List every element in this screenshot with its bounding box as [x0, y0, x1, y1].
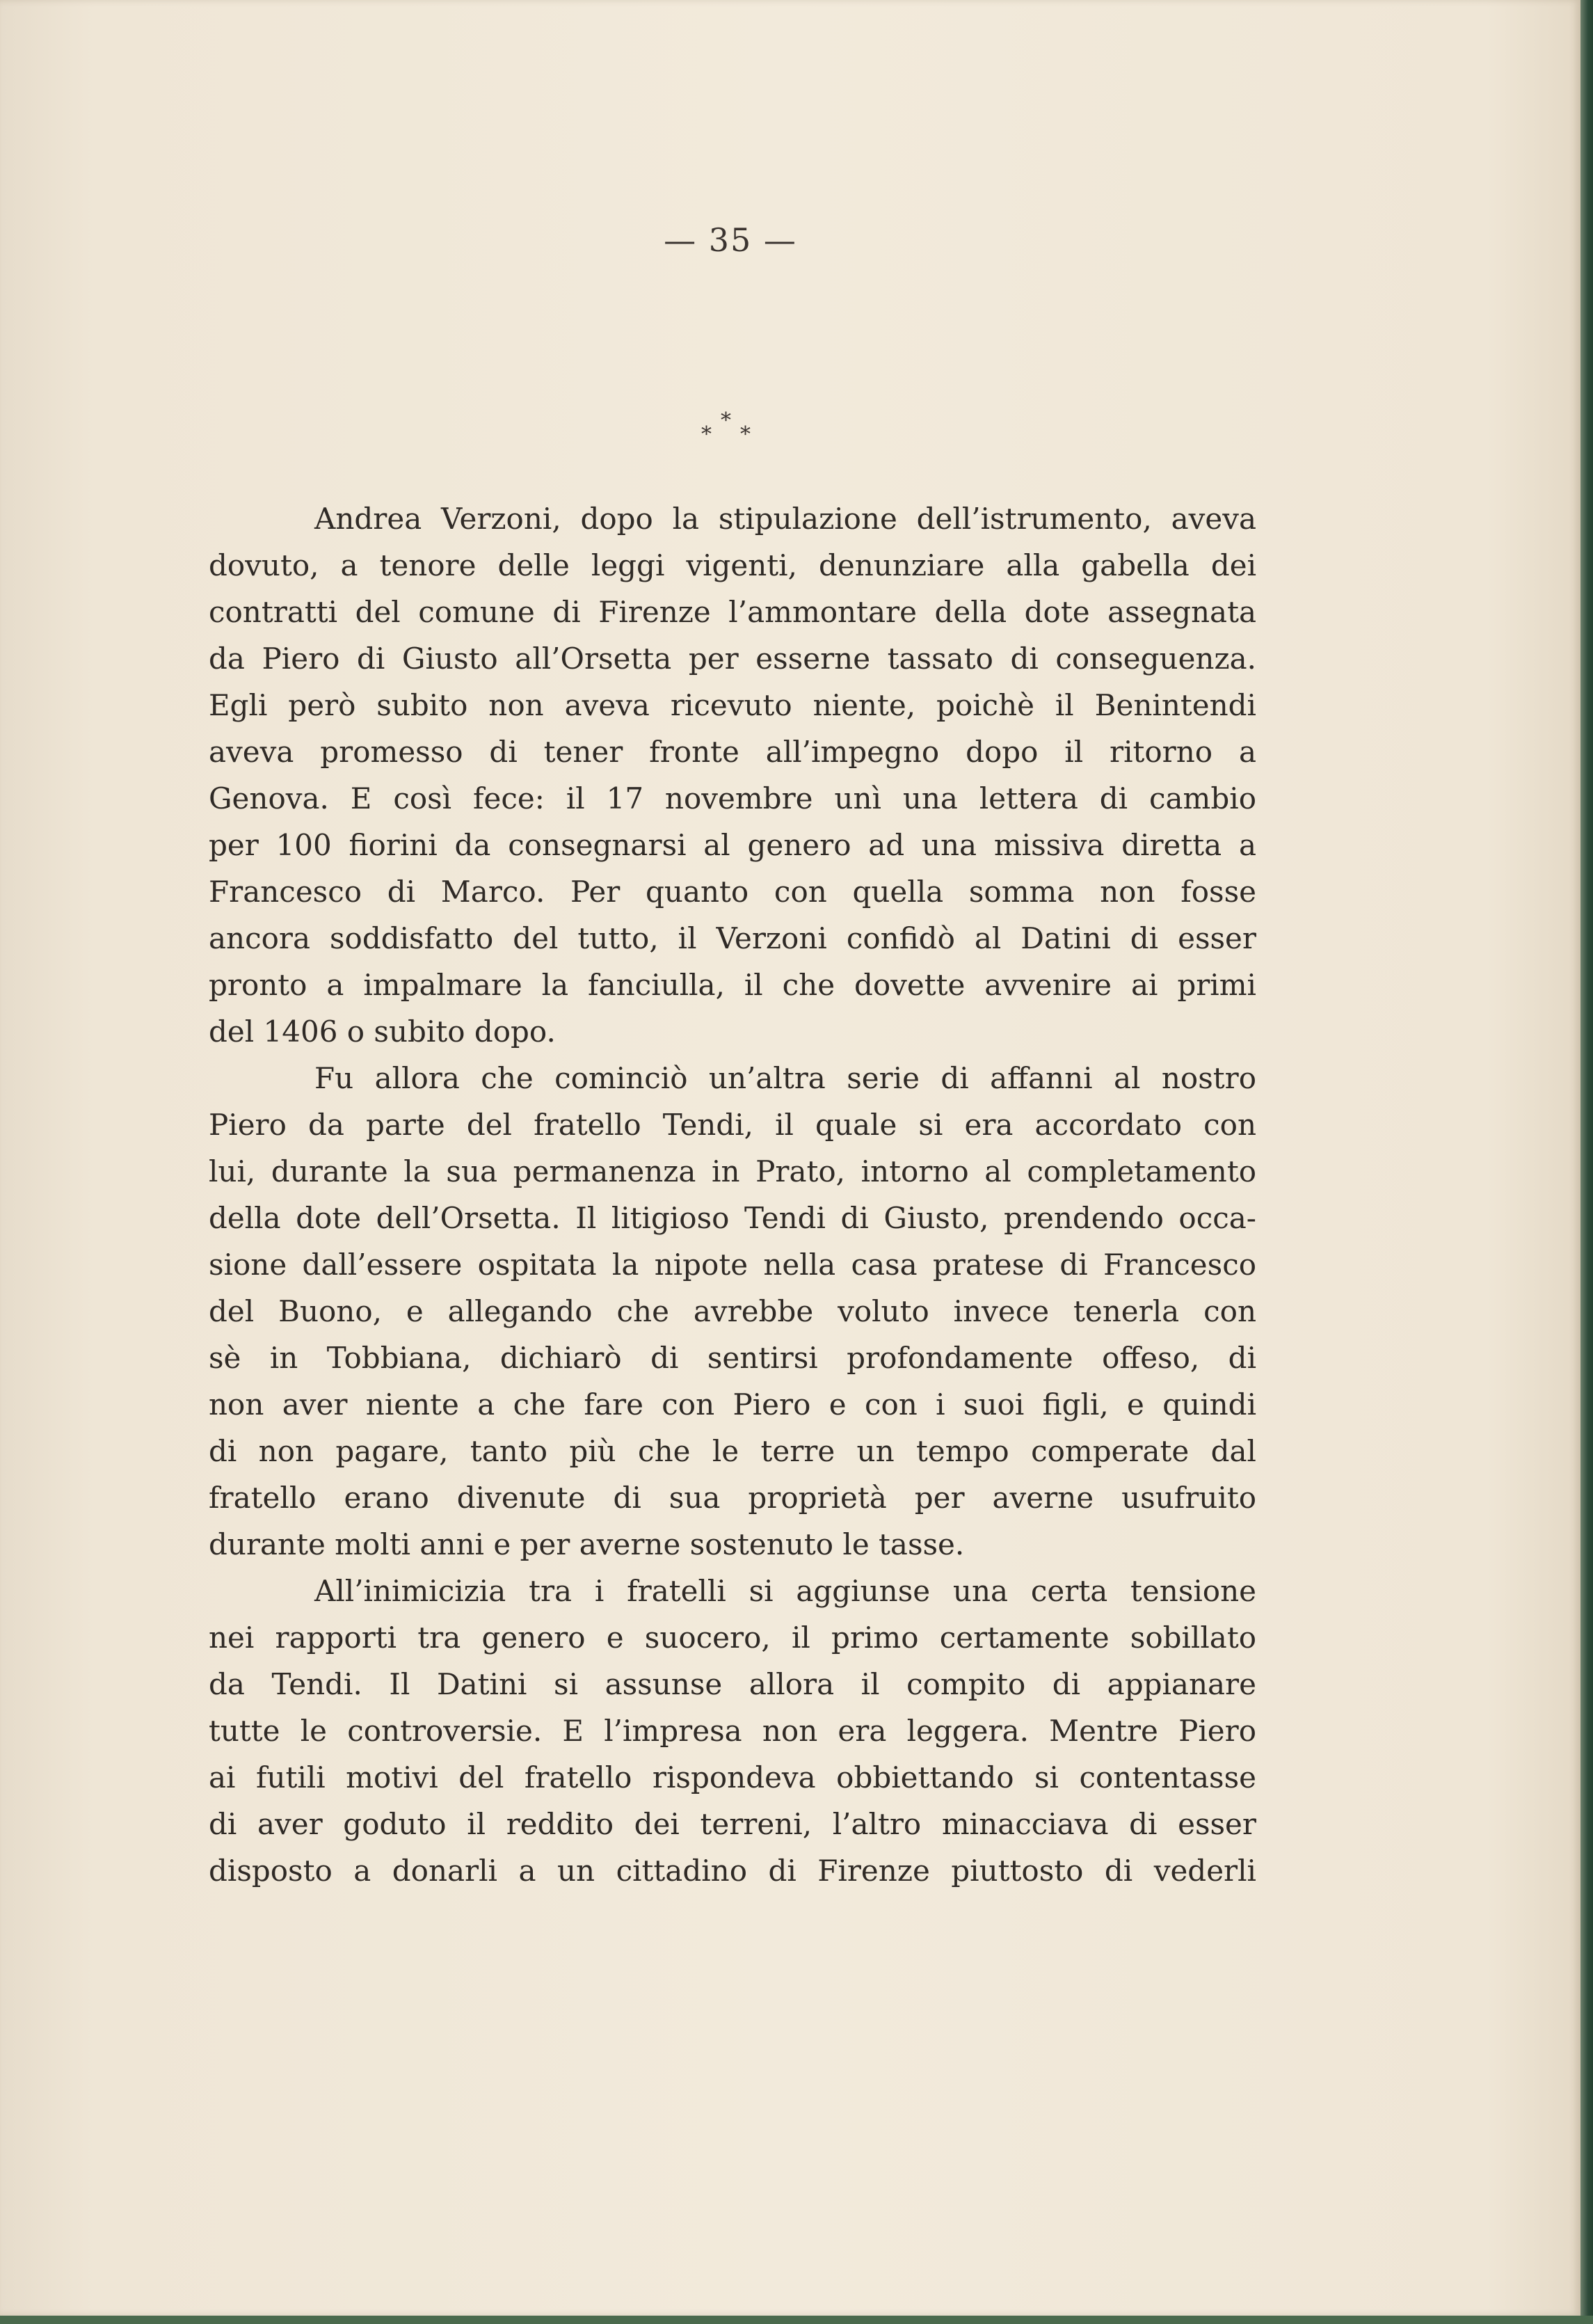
text-line: fratello erano divenute di sua proprietà per averne usufruito	[209, 1481, 1256, 1515]
text-line: contratti del comune di Firenze l’ammontare della dote assegnata	[209, 595, 1256, 629]
text-line: non aver niente a che fare con Piero e con i suoi figli, e quindi	[209, 1387, 1256, 1422]
asterisk: *	[701, 422, 712, 447]
text-line: sione dall’essere ospitata la nipote nella casa pratese di Francesco	[209, 1248, 1256, 1282]
text-line: tutte le controversie. E l’impresa non era leggera. Mentre Piero	[209, 1714, 1256, 1748]
text-line: disposto a donarli a un cittadino di Firenze piuttosto di vederli	[209, 1854, 1256, 1888]
text-line: per 100 fiorini da consegnarsi al genero ad una missiva diretta a	[209, 828, 1256, 862]
text-line: dovuto, a tenore delle leggi vigenti, denunziare alla gabella dei	[209, 548, 1256, 582]
text-line: di aver goduto il reddito dei terreni, l’altro minacciava di esser	[209, 1807, 1256, 1841]
text-line: del Buono, e allegando che avrebbe voluto invece tenerla con	[209, 1294, 1256, 1328]
body-text	[209, 495, 1256, 1894]
page-number: — 35 —	[664, 221, 797, 259]
text-line: Piero da parte del fratello Tendi, il quale si era accordato con	[209, 1108, 1256, 1142]
asterisk: *	[721, 408, 731, 433]
text-line: lui, durante la sua permanenza in Prato, intorno al completamento	[209, 1154, 1256, 1188]
text-line: da Piero di Giusto all’Orsetta per esserne tassato di conseguenza.	[209, 642, 1256, 676]
text-line: della dote dell’Orsetta. Il litigioso Tendi di Giusto, prendendo occa-	[209, 1201, 1256, 1235]
text-line: ai futili motivi del fratello rispondeva obbiettando si contentasse	[209, 1760, 1256, 1794]
text-line: Fu allora che cominciò un’altra serie di affanni al nostro	[314, 1061, 1256, 1095]
text-line: pronto a impalmare la fanciulla, il che dovette avvenire ai primi	[209, 968, 1256, 1002]
asterisk: *	[740, 422, 751, 447]
book-cover-edge	[1580, 0, 1593, 2324]
text-line: di non pagare, tanto più che le terre un tempo comperate dal	[209, 1434, 1256, 1468]
text-line: del 1406 o subito dopo.	[209, 1014, 556, 1049]
text-line: durante molti anni e per averne sostenuto le tasse.	[209, 1527, 965, 1561]
text-line: ancora soddisfatto del tutto, il Verzoni confidò al Datini di esser	[209, 921, 1256, 955]
text-line: Andrea Verzoni, dopo la stipulazione dell’istrumento, aveva	[314, 502, 1256, 536]
text-line: da Tendi. Il Datini si assunse allora il compito di appianare	[209, 1667, 1256, 1701]
text-line: Egli però subito non aveva ricevuto niente, poichè il Benintendi	[209, 688, 1256, 722]
text-line: Genova. E così fece: il 17 novembre unì una lettera di cambio	[209, 781, 1256, 815]
text-line: aveva promesso di tener fronte all’impegno dopo il ritorno a	[209, 735, 1256, 769]
section-break-asterism	[696, 408, 765, 452]
text-line: nei rapporti tra genero e suocero, il primo certamente sobillato	[209, 1621, 1256, 1655]
text-line: sè in Tobbiana, dichiarò di sentirsi profondamente offeso, di	[209, 1341, 1256, 1375]
text-line: All’inimicizia tra i fratelli si aggiunse una certa tensione	[314, 1574, 1256, 1608]
text-line: Francesco di Marco. Per quanto con quella somma non fosse	[209, 875, 1256, 909]
book-cover-bottom-edge	[0, 2316, 1593, 2324]
